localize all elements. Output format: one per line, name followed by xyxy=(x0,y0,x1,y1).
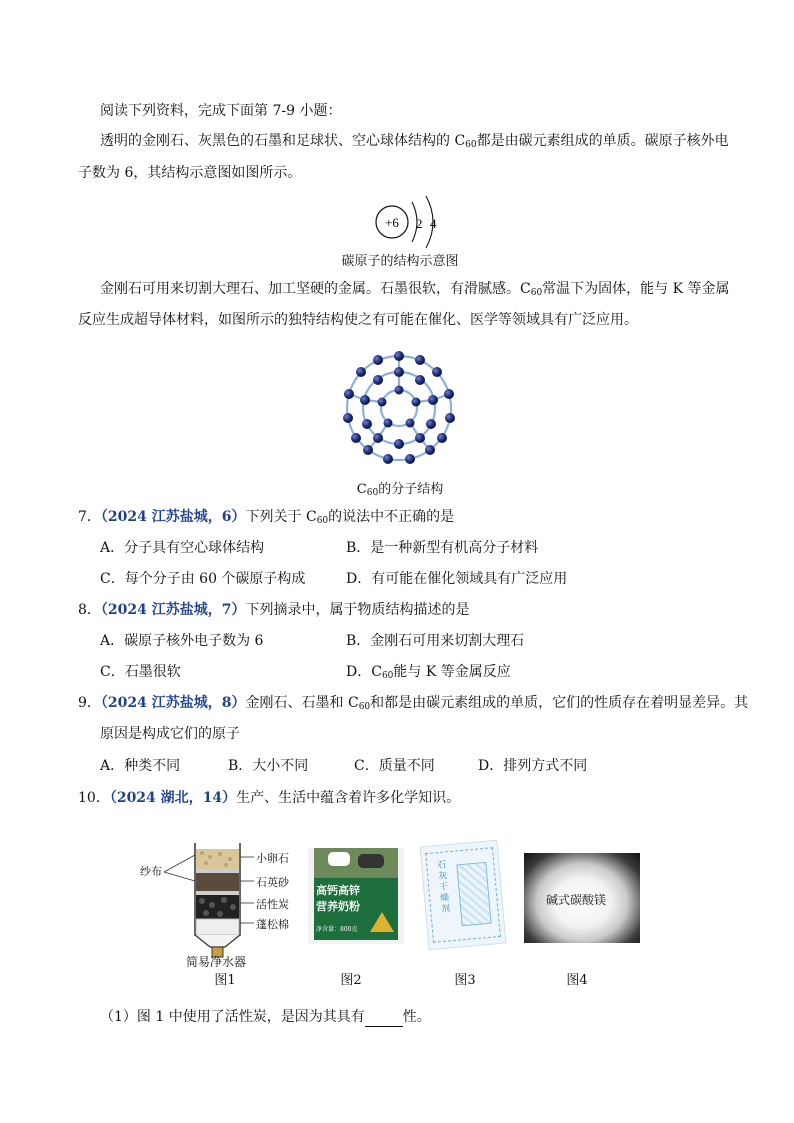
milk-powder-title-2: 营养奶粉 xyxy=(316,900,360,913)
carbon-atom-diagram xyxy=(368,190,448,250)
question-9-option-d[interactable]: D．排列方式不同 xyxy=(478,758,588,774)
label-device-name: 简易净水器 xyxy=(186,955,247,969)
question-8-option-d[interactable]: D．$C_{60}$能与 K 等金属反应 xyxy=(346,664,511,681)
figure-3-caption: 图3 xyxy=(454,973,476,988)
magnesium-carbonate-label: 碱式碳酸镁 xyxy=(546,893,607,907)
question-9-stem-line-2: 原因是构成它们的原子 xyxy=(100,726,240,742)
question-7-option-c[interactable]: C．每个分子由 60 个碳原子构成 xyxy=(100,571,306,587)
c60-atoms xyxy=(343,351,455,464)
label-quartz-sand: 石英砂 xyxy=(256,876,289,889)
label-gauze: 纱布 xyxy=(140,865,162,878)
nucleus-charge: +6 xyxy=(385,215,399,230)
question-9-stem-line-1: 9．（2024 江苏盐城，8）金刚石、石墨和 $C_{60}$和都是由碳元素组成的单质，它们的性质存在着明显差异。其 xyxy=(78,695,749,712)
label-pebbles: 小卵石 xyxy=(256,852,289,865)
label-activated-carbon: 活性炭 xyxy=(256,898,289,911)
c60-molecule-image xyxy=(340,338,458,478)
question-7-option-b[interactable]: B．是一种新型有机高分子材料 xyxy=(346,540,539,556)
material-paragraph-1-line-1: 透明的金刚石、灰黑色的石墨和足球状、空心球体结构的 $C_{60}$都是由碳元素组成的单质。碳原子核外电 xyxy=(100,133,729,150)
label-cotton: 蓬松棉 xyxy=(256,918,289,931)
figure-1-caption: 图1 xyxy=(214,973,236,988)
question-7-option-d[interactable]: D．有可能在催化领域具有广泛应用 xyxy=(346,571,568,587)
figure-4-caption: 图4 xyxy=(566,973,588,988)
c60-caption: $C_{60}$的分子结构 xyxy=(356,482,444,498)
atom-caption: 碳原子的结构示意图 xyxy=(341,254,459,269)
question-8-option-b[interactable]: B．金刚石可用来切割大理石 xyxy=(346,633,525,649)
material-paragraph-2-line-2: 反应生成超导体材料，如图所示的独特结构使之有可能在催化、医学等领域具有广泛应用。 xyxy=(78,312,638,328)
answer-blank[interactable] xyxy=(365,1012,403,1027)
material-paragraph-2-line-1: 金刚石可用来切割大理石、加工坚硬的金属。石墨很软，有滑腻感。$C_{60}$常温下为固体，能与 K 等金属 xyxy=(100,281,730,298)
question-8-option-c[interactable]: C．石墨很软 xyxy=(100,664,181,680)
question-7-option-a[interactable]: A．分子具有空心球体结构 xyxy=(100,540,265,556)
shell-2-count: 4 xyxy=(430,216,437,231)
figure-3-desiccant-packet xyxy=(420,840,507,950)
figure-4-magnesium-carbonate xyxy=(524,853,640,943)
shell-1-count: 2 xyxy=(416,216,423,231)
material-paragraph-1-line-2: 子数为 6，其结构示意图如图所示。 xyxy=(78,165,302,181)
question-10-stem: 10．（2024 湖北，14）生产、生活中蕴含着许多化学知识。 xyxy=(78,790,461,806)
question-9-option-c[interactable]: C．质量不同 xyxy=(354,758,435,774)
question-9-option-b[interactable]: B．大小不同 xyxy=(228,758,309,774)
figure-2-caption: 图2 xyxy=(340,973,362,988)
question-8-stem: 8．（2024 江苏盐城，7）下列摘录中，属于物质结构描述的是 xyxy=(78,602,470,618)
desiccant-label: 石灰干燥剂 xyxy=(434,859,450,916)
milk-powder-net-weight: 净含量：800克 xyxy=(316,926,358,933)
question-8-option-a[interactable]: A．碳原子核外电子数为 6 xyxy=(100,633,264,649)
intro-line: 阅读下列资料，完成下面第 7-9 小题： xyxy=(100,103,342,119)
figure-1-water-purifier xyxy=(140,835,300,985)
question-7-stem: 7．（2024 江苏盐城，6）下列关于 $C_{60}$的说法中不正确的是 xyxy=(78,509,455,526)
figure-2-milk-powder xyxy=(308,848,404,944)
question-9-option-a[interactable]: A．种类不同 xyxy=(100,758,181,774)
milk-powder-title-1: 高钙高锌 xyxy=(316,884,360,897)
question-10-subquestion-1: （1）图 1 中使用了活性炭，是因为其具有 性。 xyxy=(100,1009,431,1025)
